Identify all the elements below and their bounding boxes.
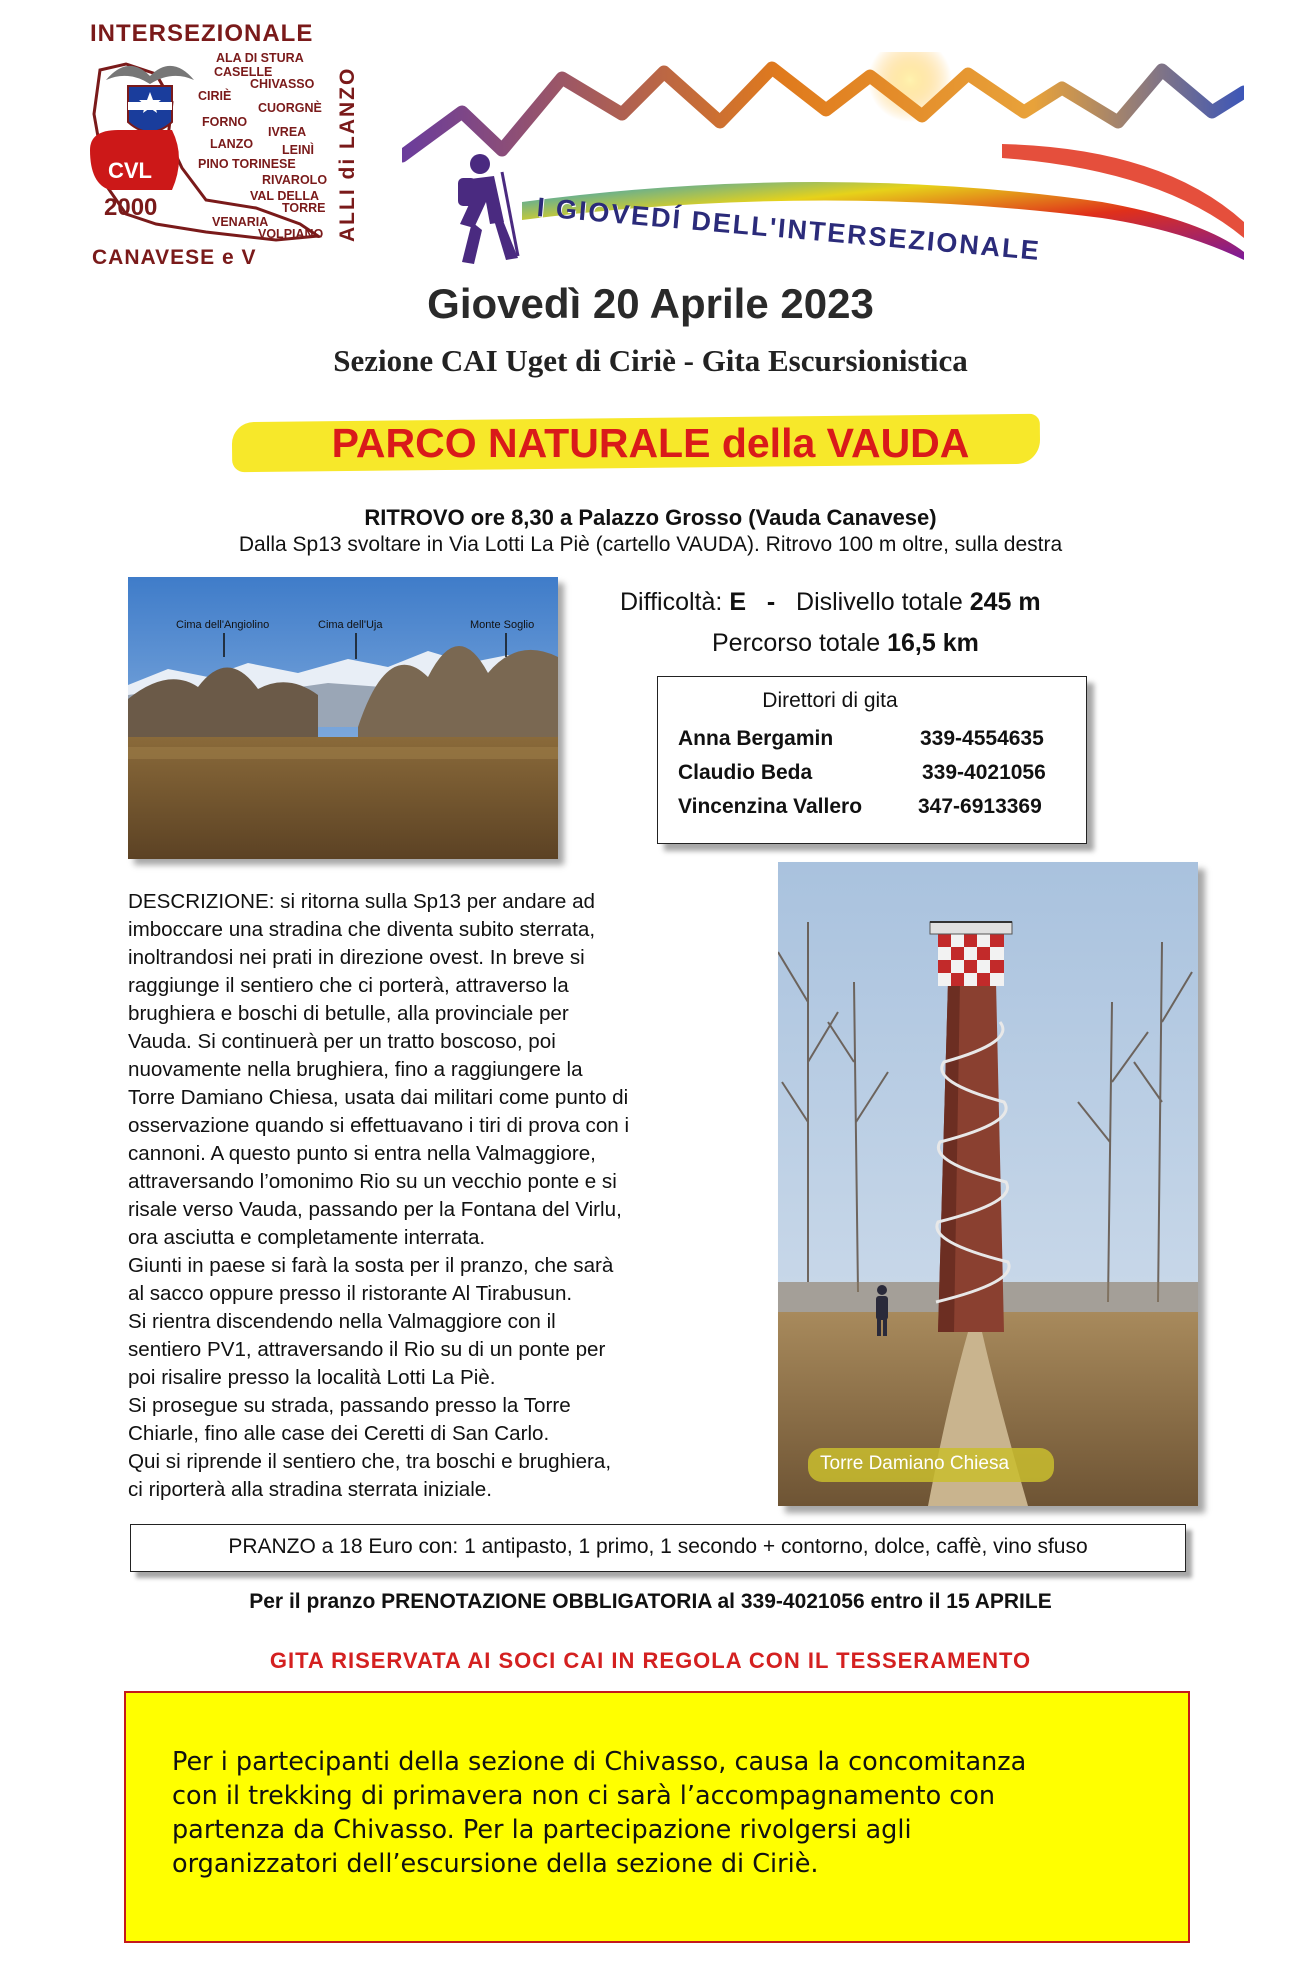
- meeting-point-title: RITROVO ore 8,30 a Palazzo Grosso (Vauda Canavese): [364, 505, 937, 530]
- description-line: imboccare una stradina che diventa subito sterrata,: [128, 918, 596, 941]
- logo-badge: CVL: [108, 158, 152, 183]
- difficulty-label: Difficoltà:: [620, 588, 723, 616]
- directors-title: Direttori di gita: [762, 689, 898, 712]
- description-line: attraversando l’omonimo Rio su un vecchio ponte e si: [128, 1170, 617, 1193]
- directors-box: [657, 676, 1087, 844]
- description-line: raggiunge il sentiero che ci porterà, attraverso la: [128, 974, 569, 997]
- intersezionale-logo: [86, 18, 382, 270]
- logo-place: LEINÌ: [282, 143, 314, 157]
- description-line: sentiero PV1, attraversando il Rio su di un ponte per: [128, 1338, 606, 1361]
- distance-line: [712, 629, 979, 658]
- description-line: cannoni. A questo punto si entra nella Valmaggiore,: [128, 1142, 596, 1165]
- route-description: [128, 888, 768, 1504]
- peak-label: Cima dell'Uja: [318, 619, 383, 631]
- description-line: al sacco oppure presso il ristorante Al Tirabusun.: [128, 1282, 573, 1305]
- description-line: osservazione quando si effettuavano i tiri di prova con i: [128, 1114, 630, 1137]
- logo-side-text: ALLI di LANZO: [336, 66, 359, 242]
- section-subtitle: Sezione CAI Uget di Ciriè - Gita Escursionistica: [333, 343, 968, 378]
- description-line: nuovamente nella brughiera, fino a raggiungere la: [128, 1058, 583, 1081]
- logo-place: CIRIÈ: [198, 89, 232, 103]
- distance-value: 16,5 km: [887, 629, 979, 657]
- notice-line: con il trekking di primavera non ci sarà l’accompagnamento con: [172, 1781, 996, 1811]
- description-line: brughiera e boschi di betulle, alla provinciale per: [128, 1002, 569, 1025]
- distance-label: Percorso totale: [712, 629, 881, 657]
- logo-place: PINO TORINESE: [198, 157, 296, 171]
- logo-place: VOLPIANO: [258, 227, 324, 241]
- stats-separator: -: [766, 588, 776, 616]
- giovedi-banner: [402, 52, 1244, 270]
- description-line: inoltrandosi nei prati in direzione ovest. In breve si: [128, 946, 585, 969]
- notice-line: organizzatori dell’escursione della sezione di Ciriè.: [172, 1849, 819, 1879]
- logo-place: CHIVASSO: [250, 77, 315, 91]
- difficulty-line: [620, 588, 1041, 617]
- description-line: ora asciutta e completamente interrata.: [128, 1226, 486, 1249]
- chivasso-notice-box: [124, 1691, 1190, 1943]
- logo-place: IVREA: [268, 125, 307, 139]
- elevation-value: 245 m: [969, 588, 1041, 616]
- description-line: Giunti in paese si farà la sosta per il pranzo, che sarà: [128, 1254, 614, 1277]
- banner-text: I GIOVEDÍ DELL'INTERSEZIONALE: [535, 192, 1042, 266]
- logo-place: TORRE: [282, 201, 326, 215]
- chivasso-notice-text: [172, 1745, 1172, 1881]
- logo-place: RIVAROLO: [262, 173, 328, 187]
- logo-year: 2000: [104, 194, 158, 221]
- logo-place: FORNO: [202, 115, 248, 129]
- description-line: risale verso Vauda, passando per la Fontana del Virlu,: [128, 1198, 622, 1221]
- director-phone: 339-4021056: [922, 761, 1046, 784]
- director-phone: 339-4554635: [920, 727, 1044, 750]
- description-line: ci riporterà alla stradina sterrata iniziale.: [128, 1478, 492, 1501]
- landscape-photo: [128, 577, 558, 859]
- logo-footer: CANAVESE e V: [92, 246, 257, 269]
- director-name: Claudio Beda: [678, 761, 813, 784]
- description-line: Chiarle, fino alle case dei Ceretti di San Carlo.: [128, 1422, 550, 1445]
- description-line: Si rientra discendendo nella Valmaggiore con il: [128, 1310, 556, 1333]
- peak-label: Cima dell'Angiolino: [176, 619, 270, 631]
- director-phone: 347-6913369: [918, 795, 1042, 818]
- logo-place: CUORGNÈ: [258, 101, 322, 115]
- tower-photo-image: [778, 862, 1198, 1506]
- logo-title: INTERSEZIONALE: [90, 20, 314, 47]
- logo-place: CASELLE: [214, 65, 273, 79]
- description-line: Qui si riprende il sentiero che, tra boschi e brughiera,: [128, 1450, 612, 1473]
- notice-line: Per i partecipanti della sezione di Chivasso, causa la concomitanza: [172, 1747, 1027, 1777]
- peak-label: Monte Soglio: [470, 619, 535, 631]
- members-only-notice: GITA RISERVATA AI SOCI CAI IN REGOLA CON IL TESSERAMENTO: [269, 1648, 1032, 1673]
- elevation-label: Dislivello totale: [796, 588, 963, 616]
- description-line: DESCRIZIONE: si ritorna sulla Sp13 per andare ad: [128, 890, 595, 913]
- notice-line: partenza da Chivasso. Per la partecipazione rivolgersi agli: [172, 1815, 912, 1845]
- meeting-point-detail: Dalla Sp13 svoltare in Via Lotti La Piè (cartello VAUDA). Ritrovo 100 m oltre, sulla destra: [238, 533, 1063, 556]
- difficulty-value: E: [729, 588, 746, 616]
- lunch-text: PRANZO a 18 Euro con: 1 antipasto, 1 primo, 1 secondo + contorno, dolce, caffè, vino sfuso: [228, 1535, 1088, 1558]
- logo-place: VAL DELLA: [250, 189, 319, 203]
- park-title: PARCO NATURALE della VAUDA: [331, 420, 970, 466]
- director-name: Anna Bergamin: [678, 727, 834, 750]
- logo-place: VENARIA: [212, 215, 269, 229]
- description-line: Si prosegue su strada, passando presso la Torre: [128, 1394, 571, 1417]
- logo-place: ALA DI STURA: [216, 51, 304, 65]
- description-line: Torre Damiano Chiesa, usata dai militari come punto di: [128, 1086, 629, 1109]
- booking-notice: Per il pranzo PRENOTAZIONE OBBLIGATORIA al 339-4021056 entro il 15 APRILE: [249, 1590, 1052, 1613]
- director-name: Vincenzina Vallero: [678, 795, 863, 818]
- event-date: Giovedì 20 Aprile 2023: [427, 280, 874, 327]
- logo-place: LANZO: [210, 137, 254, 151]
- description-line: Vauda. Si continuerà per un tratto boscoso, poi: [128, 1030, 556, 1053]
- description-line: poi risalire presso la località Lotti La Piè.: [128, 1366, 496, 1389]
- lunch-box: [130, 1524, 1186, 1572]
- tower-photo: [778, 862, 1198, 1506]
- tower-caption: Torre Damiano Chiesa: [820, 1453, 1010, 1474]
